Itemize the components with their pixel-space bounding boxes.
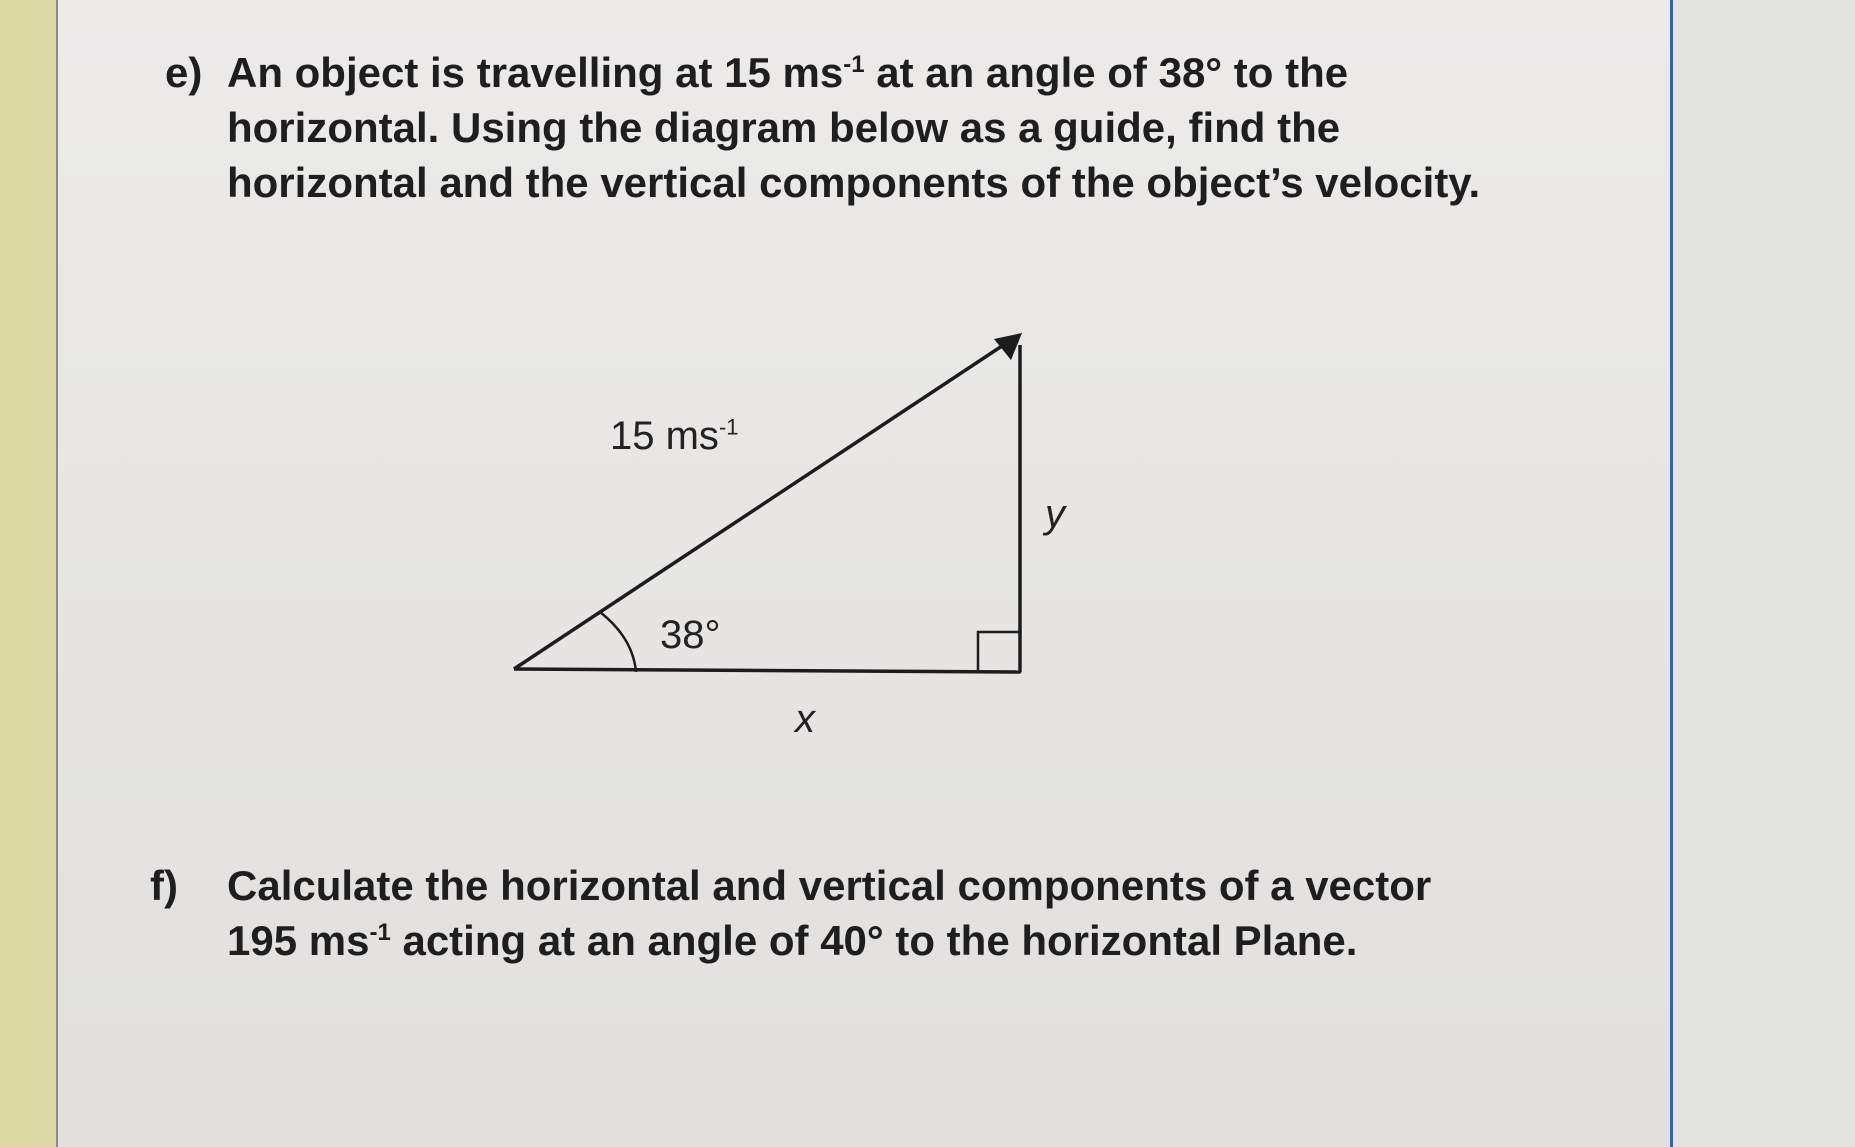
question-f-text — [227, 858, 1431, 968]
question-f-line-2: 195 $ms^{-1}$ acting at an angle of 40° to the horizontal Plane. — [227, 917, 1358, 964]
angle-label: 38° — [660, 613, 721, 657]
vertical-component-label: y — [1045, 492, 1065, 536]
question-e-unit-superscript: -1 — [843, 51, 865, 78]
question-e-line-2: horizontal. Using the diagram below as a guide, find the — [227, 104, 1341, 151]
triangle-base — [514, 669, 1020, 672]
question-f-label: f) — [150, 862, 178, 909]
question-e-label: e) — [165, 49, 203, 96]
question-e-line-1: An object is travelling at 15 $ms^{-1}$ at an angle of 38° to the — [227, 49, 1349, 96]
right-angle-marker — [978, 632, 1020, 672]
question-f-line-1: Calculate the horizontal and vertical components of a vector — [227, 862, 1432, 909]
question-f-unit-superscript: -1 — [369, 919, 391, 946]
hypotenuse-label: 15 $ms^{-1}$ — [610, 414, 739, 458]
angle-arc — [600, 612, 636, 672]
question-e-line-3: horizontal and the vertical components of the object’s velocity. — [227, 159, 1481, 206]
horizontal-component-label: x — [795, 697, 815, 741]
triangle-hypotenuse — [514, 342, 1008, 669]
